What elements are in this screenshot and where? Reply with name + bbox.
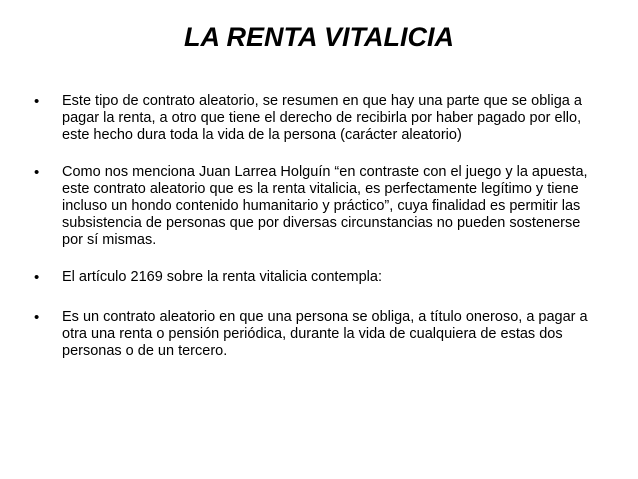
bullet-icon: • (34, 308, 40, 326)
bullet-item-4 (34, 309, 604, 361)
bullet-text: El artículo 2169 sobre la renta vitalicia contempla: (62, 268, 382, 285)
bullet-list (34, 93, 604, 379)
slide-title: LA RENTA VITALICIA (184, 22, 454, 52)
bullet-icon: • (34, 93, 40, 110)
bullet-text: Como nos menciona Juan Larrea Holguín “en contraste con el juego y la apuesta, este contrato aleatorio que es la renta vitalicia, es perfectamente legítimo y tiene incluso un hondo contenido humanitario y práctico”, cuya finalidad es permitir las subsistencia de personas que por diversas circunstancias no pueden sostenerse por sí mismas. (62, 163, 588, 249)
bullet-text: Este tipo de contrato aleatorio, se resumen en que hay una parte que se obliga a pagar la renta, a otro que tiene el derecho de recibirla por haber pagado por ello, este hecho dura toda la vida de la persona (carácter aleatorio) (62, 93, 582, 144)
bullet-text: Es un contrato aleatorio en que una persona se obliga, a título oneroso, a pagar a otra una renta o pensión periódica, durante la vida de cualquiera de estas dos personas o de un tercero. (62, 308, 588, 360)
bullet-item-2 (34, 164, 604, 250)
bullet-item-3 (34, 269, 604, 286)
bullet-icon: • (34, 268, 40, 286)
bullet-item-1 (34, 93, 604, 145)
bullet-icon: • (34, 163, 40, 181)
